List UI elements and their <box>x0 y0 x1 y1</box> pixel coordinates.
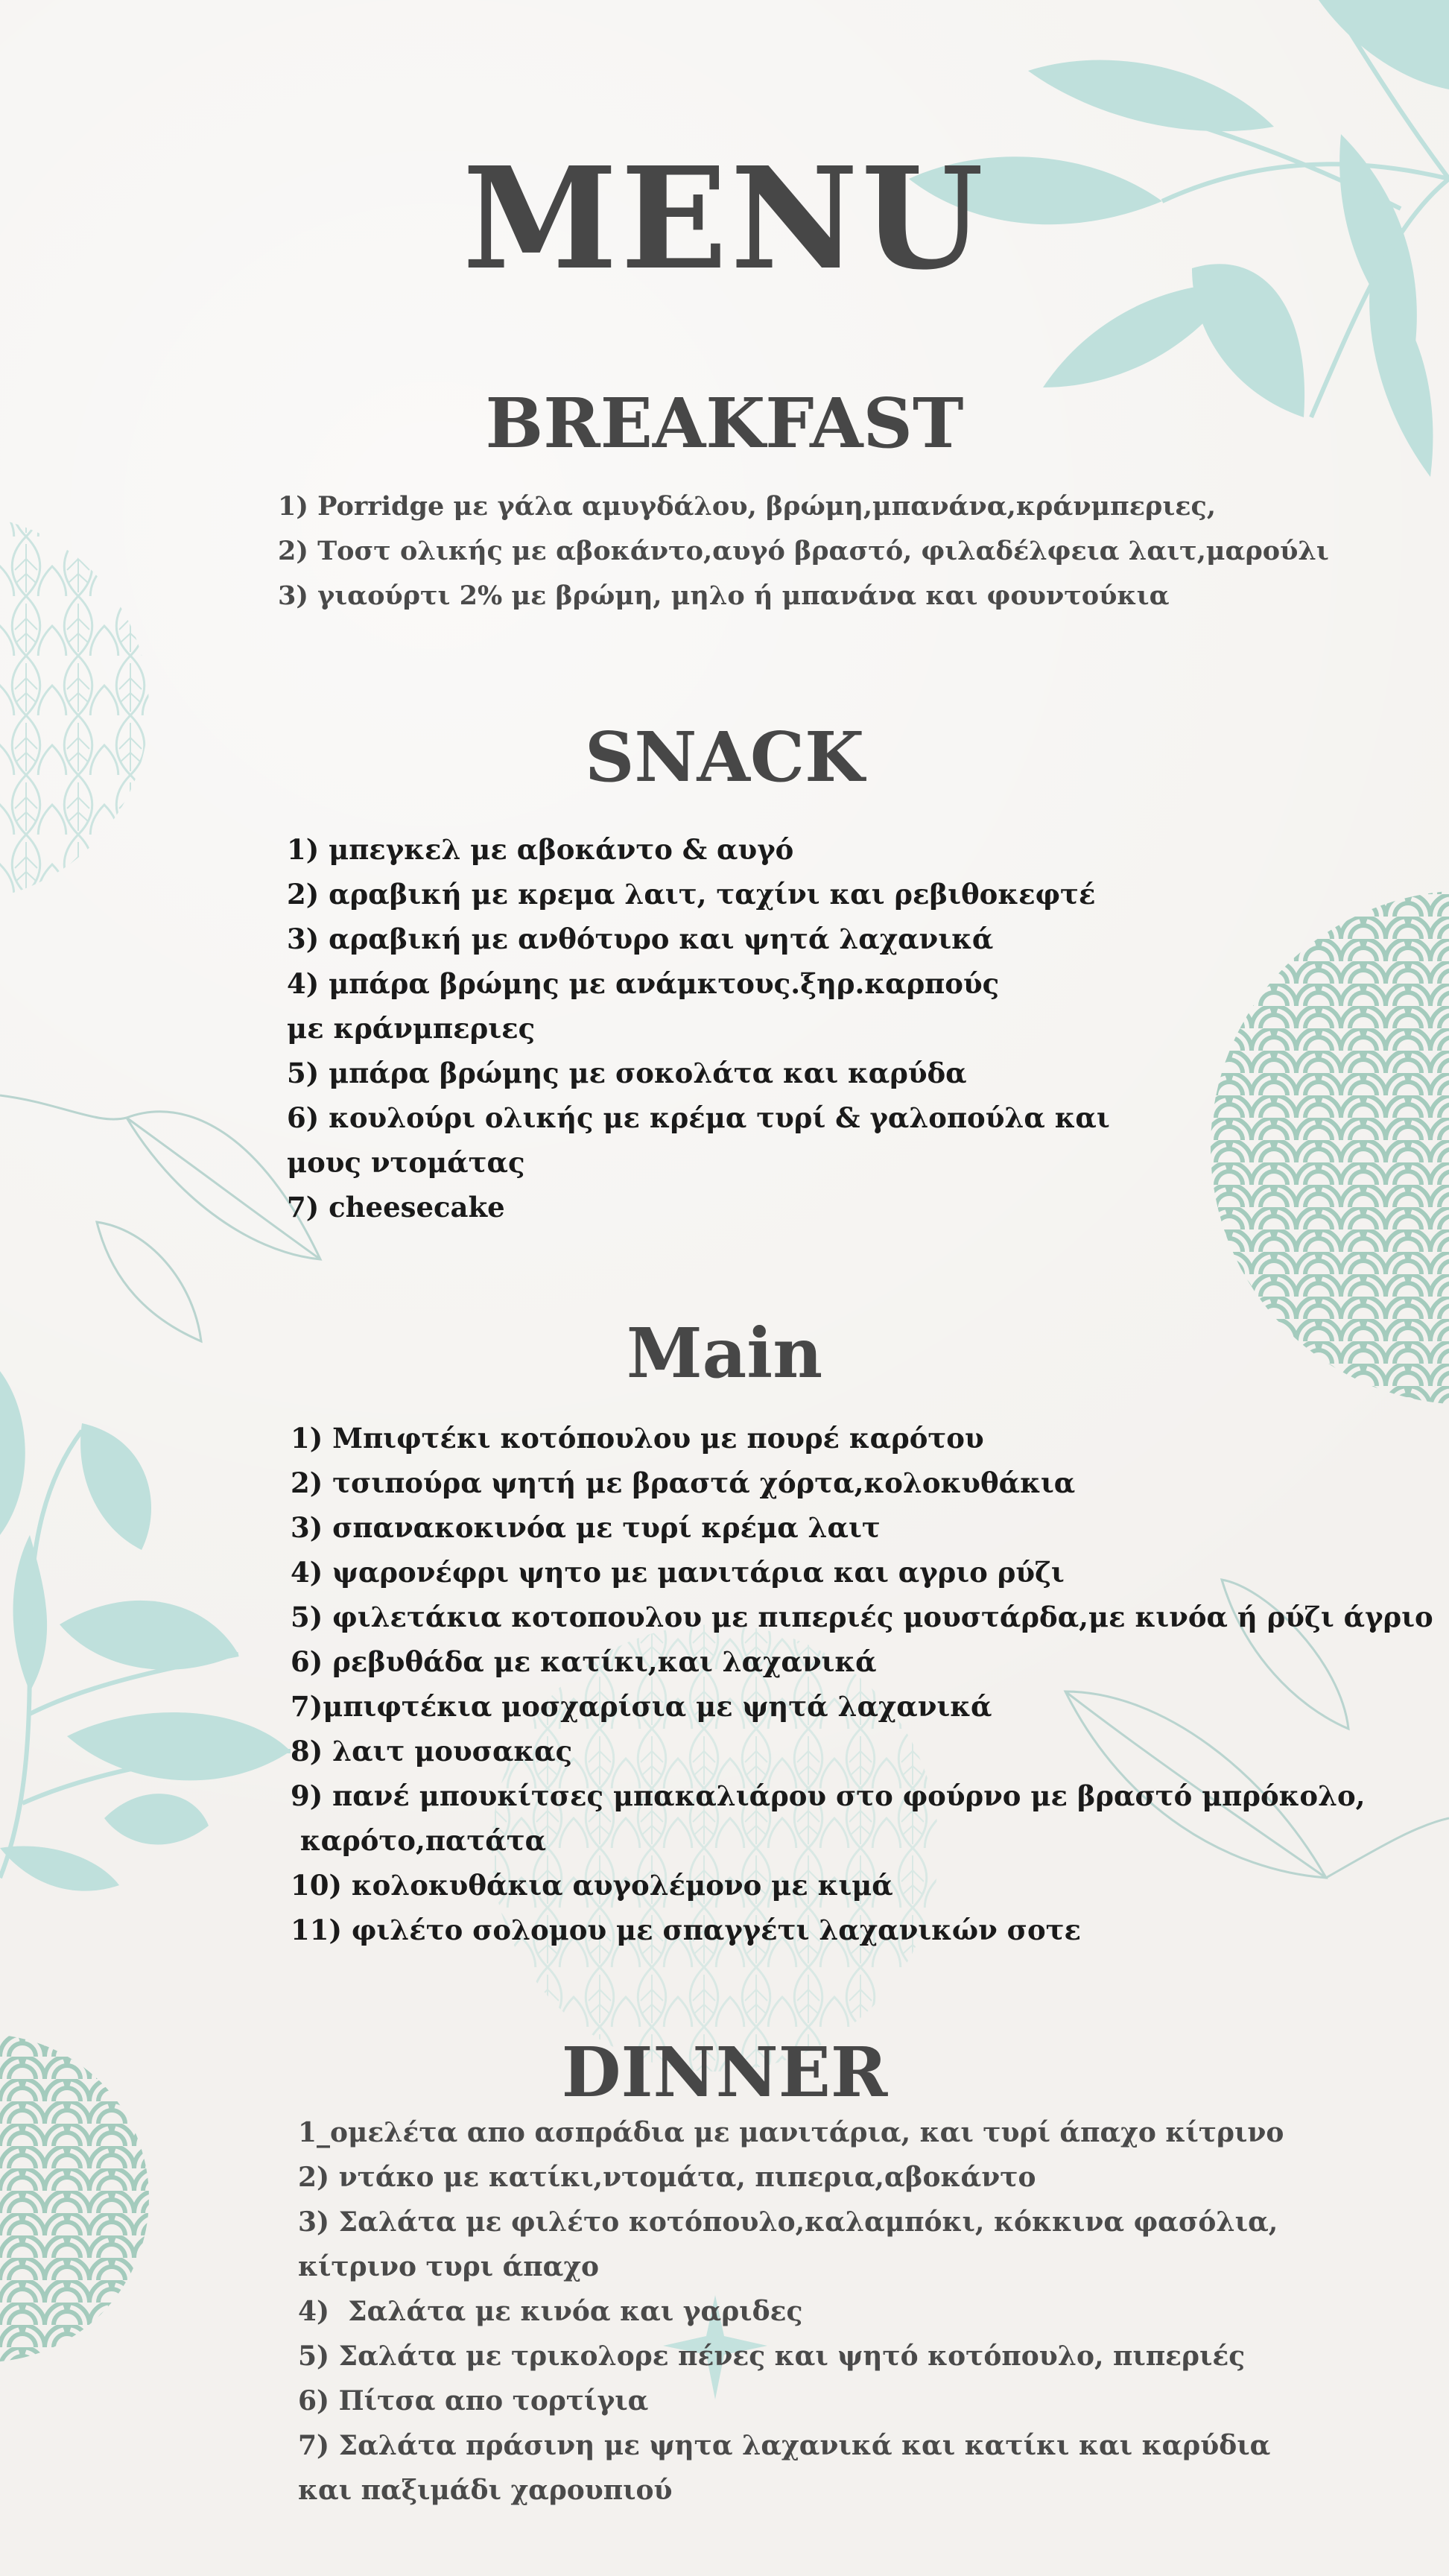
list-item: 4) ψαρονέφρι ψητο με μανιτάρια και αγριο ρύζι <box>291 1556 1065 1589</box>
list-item: 8) λαιτ μουσακας <box>291 1735 573 1768</box>
list-item: 5) Σαλάτα με τρικολορε πένες και ψητό κοτόπουλο, πιπεριές <box>298 2341 1246 2372</box>
main-heading: Main <box>626 1313 823 1393</box>
list-item: κίτρινο τυρι άπαχο <box>298 2251 600 2282</box>
main-list <box>291 1416 1433 1952</box>
list-item: 1) Μπιφτέκι κοτόπουλου με πουρέ καρότου <box>291 1422 984 1455</box>
list-item: μους ντομάτας <box>287 1146 525 1179</box>
list-item: 1) μπεγκελ με αβοκάντο & αυγό <box>287 833 794 866</box>
list-item: καρότο,πατάτα <box>291 1824 547 1857</box>
list-item: 1) Porridge με γάλα αμυγδάλου, βρώμη,μπανάνα,κράνμπεριες, <box>278 491 1217 522</box>
list-item: 7)μπιφτέκια μοσχαρίσια με ψητά λαχανικά <box>291 1690 992 1723</box>
list-item: 10) κολοκυθάκια αυγολέμονο με κιμά <box>291 1869 893 1902</box>
list-item: 4) μπάρα βρώμης με ανάμκτους.ξηρ.καρπούς <box>287 967 1000 1000</box>
list-item: 2) Τοστ ολικής με αβοκάντο,αυγό βραστό, φιλαδέλφεια λαιτ,μαρούλι <box>278 536 1329 566</box>
list-item: 4) Σαλάτα με κινόα και γαριδες <box>298 2296 803 2327</box>
list-item: 5) μπάρα βρώμης με σοκολάτα και καρύδα <box>287 1057 967 1089</box>
list-item: 2) ντάκο με κατίκι,ντομάτα, πιπερια,αβοκάντο <box>298 2162 1036 2193</box>
list-item: 2) τσιπούρα ψητή με βραστά χόρτα,κολοκυθάκια <box>291 1466 1076 1499</box>
list-item: 3) Σαλάτα με φιλέτο κοτόπουλο,καλαμπόκι, κόκκινα φασόλια, <box>298 2206 1278 2238</box>
dinner-list <box>298 2110 1284 2513</box>
menu-title: MENU <box>462 136 987 301</box>
list-item: 11) φιλέτο σολομου με σπαγγέτι λαχανικών σοτε <box>291 1914 1082 1946</box>
list-item: 5) φιλετάκια κοτοπουλου με πιπεριές μουστάρδα,με κινόα ή ρύζι άγριο <box>291 1601 1433 1633</box>
list-item: 3) γιαούρτι 2% με βρώμη, μηλο ή μπανάνα και φουντούκια <box>278 580 1170 611</box>
list-item: 3) σπανακοκινόα με τυρί κρέμα λαιτ <box>291 1511 881 1544</box>
snack-list <box>287 827 1110 1230</box>
snack-heading: SNACK <box>584 717 865 797</box>
list-item: 7) Σαλάτα πράσινη με ψητα λαχανικά και κατίκι και καρύδια <box>298 2430 1271 2461</box>
breakfast-heading: BREAKFAST <box>485 383 964 463</box>
list-item: 6) Πίτσα απο τορτίγια <box>298 2385 649 2417</box>
list-item: 1_ομελέτα απο ασπράδια με μανιτάρια, και τυρί άπαχο κίτρινο <box>298 2117 1284 2148</box>
list-item: με κράνμπεριες <box>287 1012 536 1045</box>
dinner-heading: DINNER <box>561 2032 888 2113</box>
list-item: 2) αραβική με κρεμα λαιτ, ταχίνι και ρεβιθοκεφτέ <box>287 878 1096 911</box>
list-item: 3) αραβική με ανθότυρο και ψητά λαχανικά <box>287 923 994 955</box>
breakfast-list <box>278 484 1329 618</box>
list-item: 6) κουλούρι ολικής με κρέμα τυρί & γαλοπούλα και <box>287 1101 1110 1134</box>
list-item: 9) πανέ μπουκίτσες μπακαλιάρου στο φούρνο με βραστό μπρόκολο, <box>291 1779 1366 1812</box>
list-item: 6) ρεβυθάδα με κατίκι,και λαχανικά <box>291 1645 877 1678</box>
list-item: 7) cheesecake <box>287 1191 505 1224</box>
list-item: και παξιμάδι χαρουπιού <box>298 2475 673 2506</box>
